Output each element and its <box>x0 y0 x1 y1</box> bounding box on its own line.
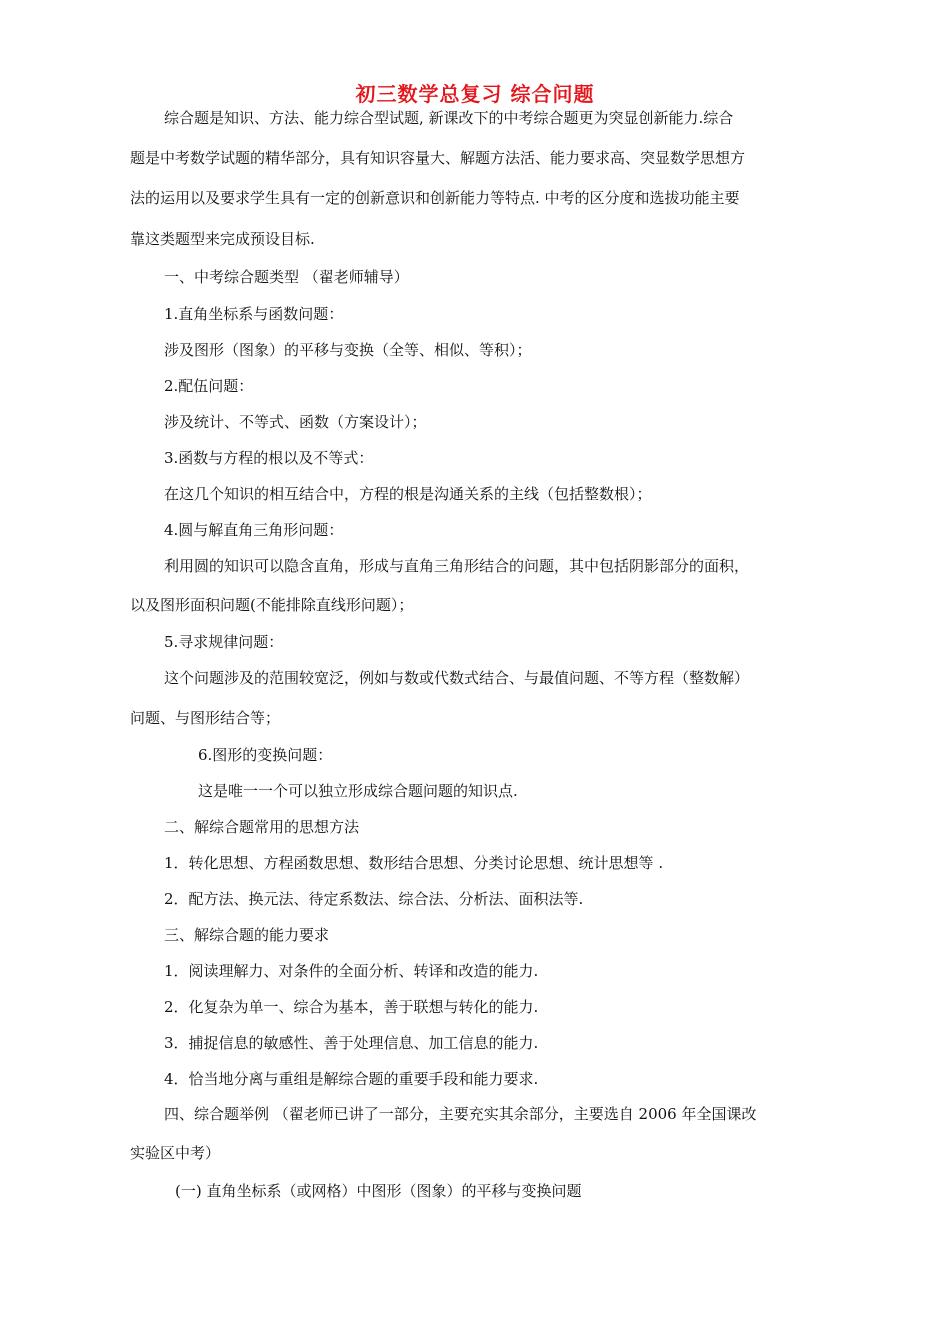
list-item: 6.图形的变换问题： <box>198 746 333 764</box>
section-heading: 三、解综合题的能力要求 <box>164 926 330 944</box>
list-item: 3.函数与方程的根以及不等式： <box>164 449 374 467</box>
section-heading: 一、中考综合题类型 （翟老师辅导） <box>164 268 409 286</box>
paragraph-line: 涉及统计、不等式、函数（方案设计）； <box>164 413 427 431</box>
paragraph-line: 以及图形面积问题(不能排除直线形问题）； <box>130 596 414 614</box>
paragraph-line: 涉及图形（图象）的平移与变换（全等、相似、等积）； <box>164 341 532 359</box>
list-item: 1．阅读理解力、对条件的全面分析、转译和改造的能力. <box>164 962 539 980</box>
section-heading: 四、综合题举例 （翟老师已讲了一部分，主要充实其余部分，主要选自 2006 年全国课改 <box>164 1105 757 1123</box>
paragraph-line: 这个问题涉及的范围较宽泛，例如与数或代数式结合、与最值问题、不等方程（整数解） <box>164 669 750 687</box>
paragraph-line: 在这几个知识的相互结合中，方程的根是沟通关系的主线（包括整数根）； <box>164 485 652 503</box>
section-heading: 二、解综合题常用的思想方法 <box>164 818 360 836</box>
list-item: 2.配伍问题： <box>164 377 254 395</box>
page-title: 初三数学总复习 综合问题 <box>355 82 595 106</box>
paragraph-line: 法的运用以及要求学生具有一定的创新意识和创新能力等特点. 中考的区分度和选拔功能主要 <box>130 189 740 207</box>
list-item: 3．捕捉信息的敏感性、善于处理信息、加工信息的能力. <box>164 1034 539 1052</box>
list-item: 1.直角坐标系与函数问题： <box>164 305 344 323</box>
paragraph-line: 题是中考数学试题的精华部分，具有知识容量大、解题方法活、能力要求高、突显数学思想方 <box>130 149 746 167</box>
paragraph-line: 利用圆的知识可以隐含直角，形成与直角三角形结合的问题，其中包括阴影部分的面积， <box>164 557 750 575</box>
paragraph-line: 综合题是知识、方法、能力综合型试题, 新课改下的中考综合题更为突显创新能力.综合 <box>164 109 734 127</box>
list-item: 2．配方法、换元法、待定系数法、综合法、分析法、面积法等. <box>164 890 584 908</box>
list-item: 2．化复杂为单一、综合为基本，善于联想与转化的能力. <box>164 998 539 1016</box>
list-item: 5.寻求规律问题： <box>164 633 284 651</box>
paragraph-line: 这是唯一一个可以独立形成综合题问题的知识点. <box>198 782 518 800</box>
paragraph-line: 靠这类题型来完成预设目标. <box>130 230 315 248</box>
list-item: 4．恰当地分离与重组是解综合题的重要手段和能力要求. <box>164 1070 539 1088</box>
list-item: 4.圆与解直角三角形问题： <box>164 521 344 539</box>
paragraph-line: 问题、与图形结合等； <box>130 709 281 727</box>
subsection-heading: (一) 直角坐标系（或网格）中图形（图象）的平移与变换问题 <box>175 1182 582 1200</box>
list-item: 1．转化思想、方程函数思想、数形结合思想、分类讨论思想、统计思想等 . <box>164 854 664 872</box>
paragraph-line: 实验区中考） <box>130 1144 221 1162</box>
